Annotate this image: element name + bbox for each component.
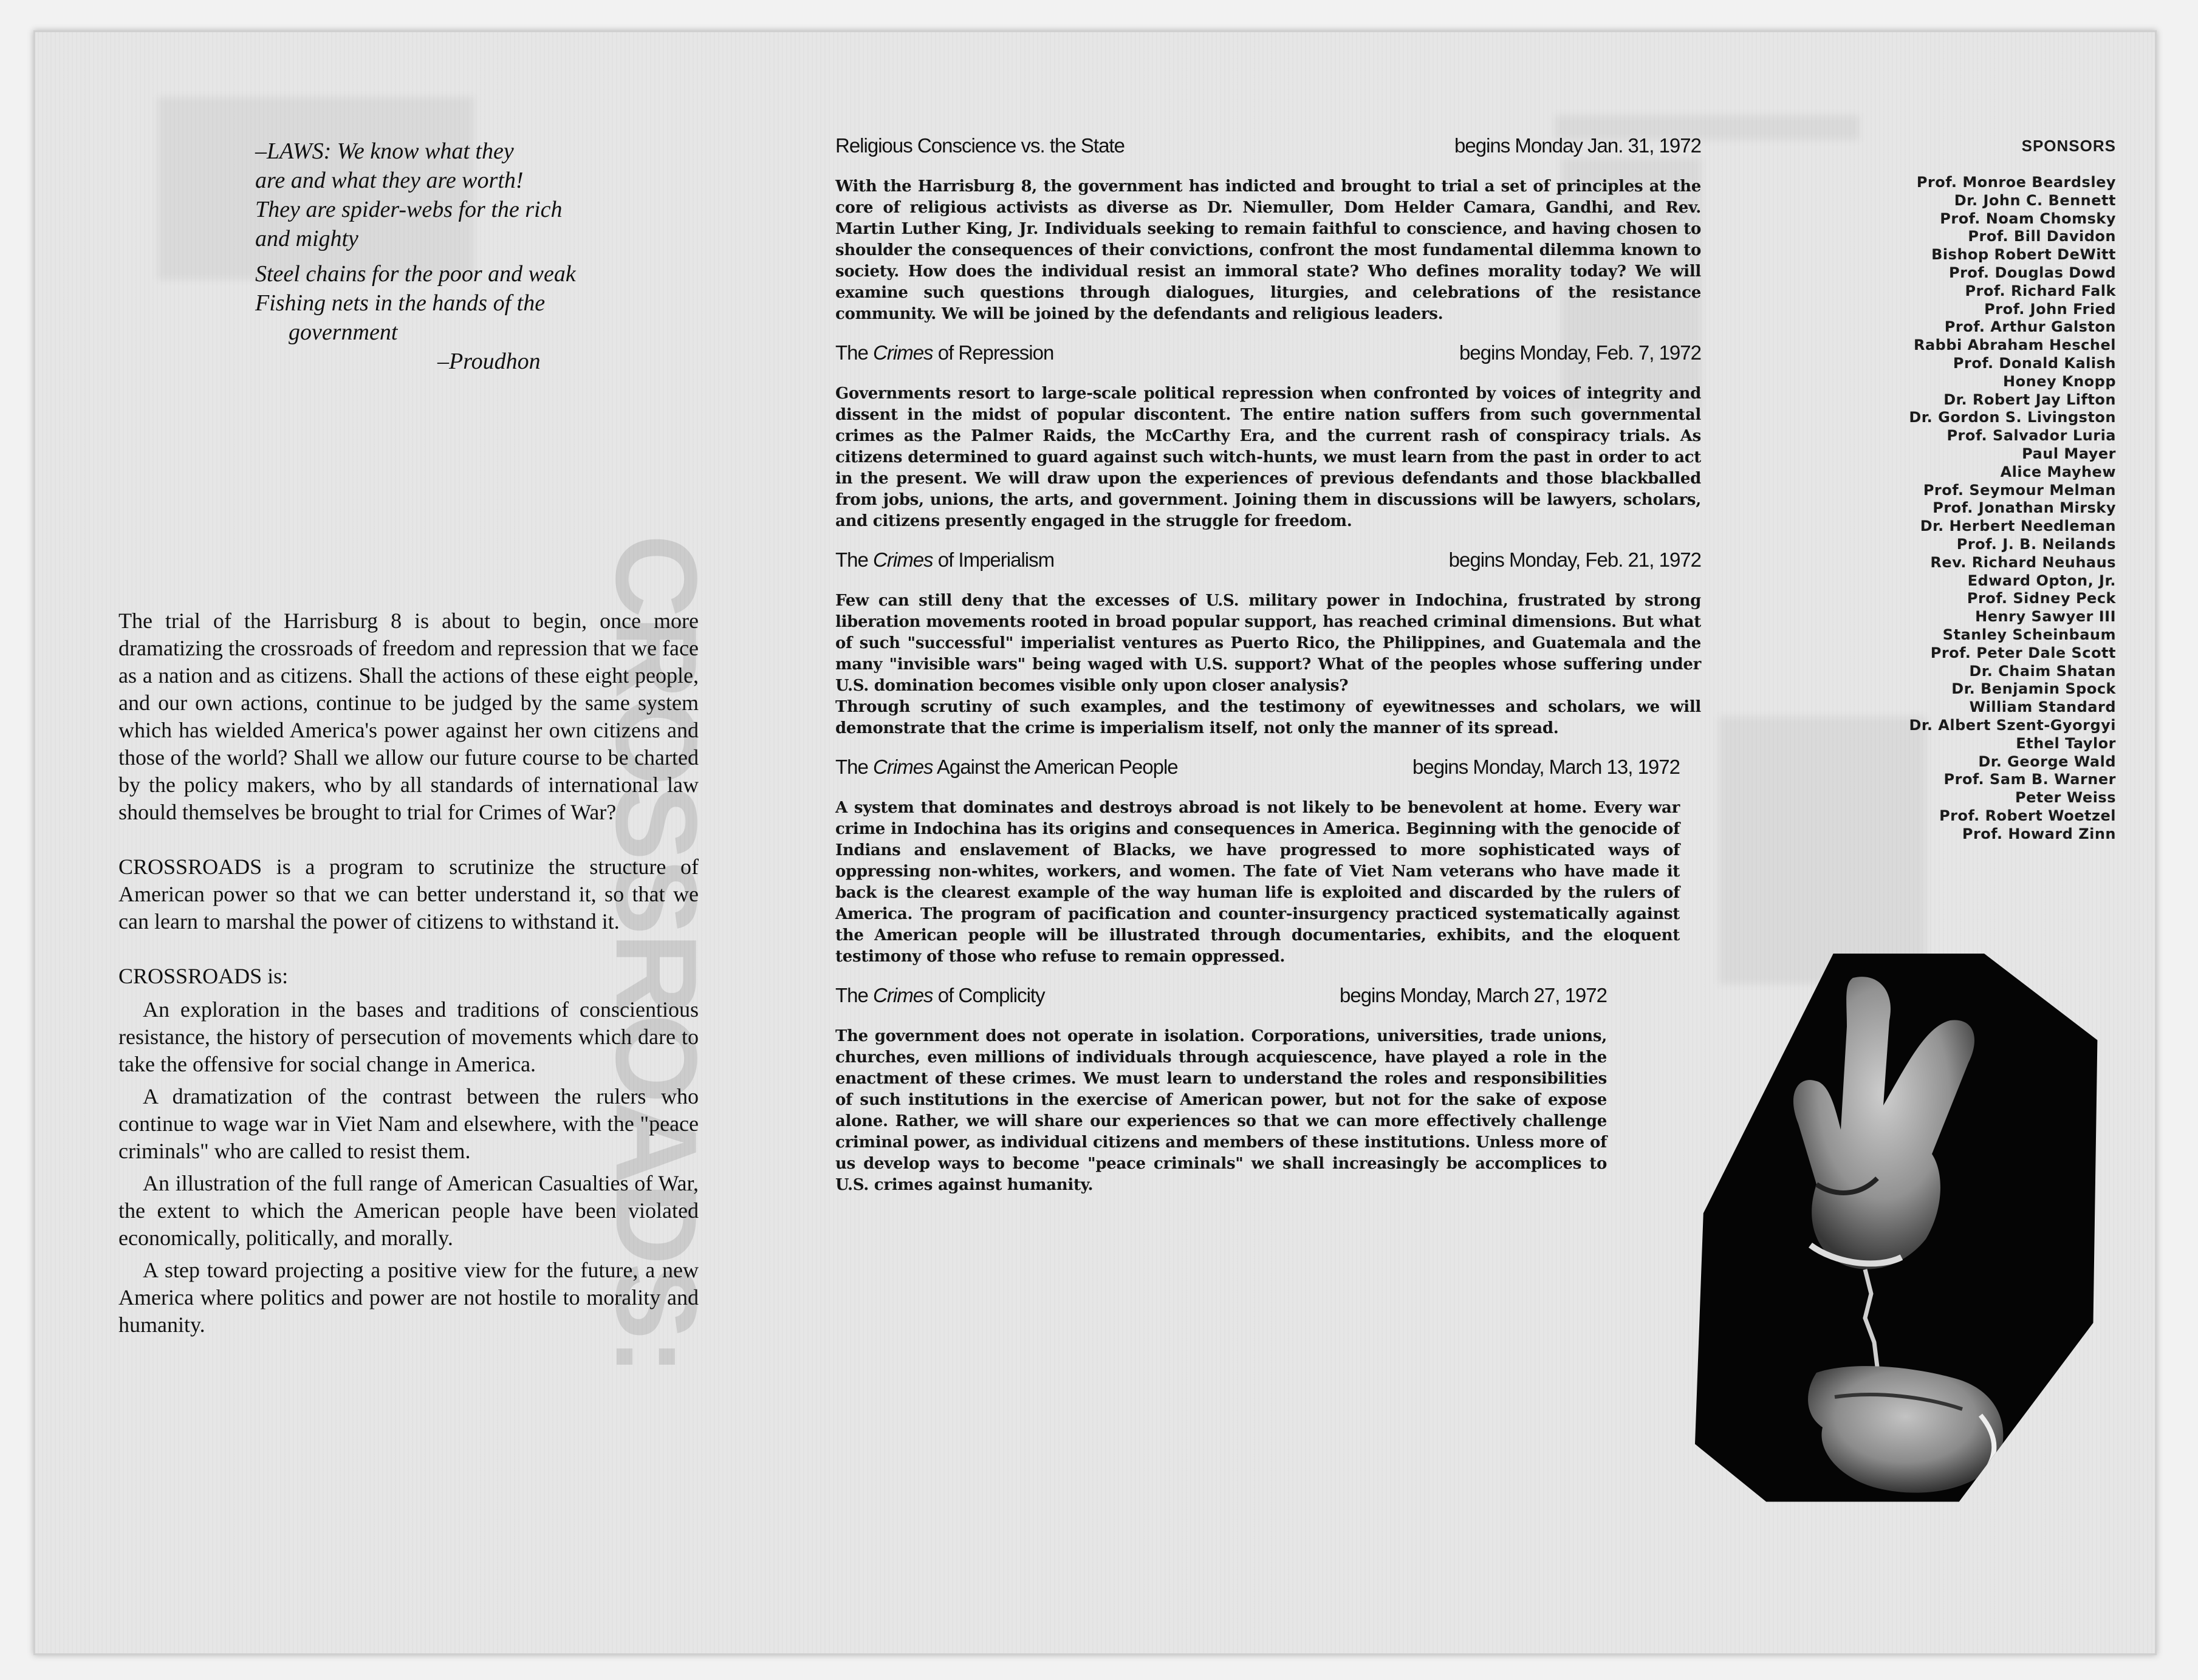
session-header [835,341,1701,365]
session-description: Few can still deny that the excesses of U.S. military power in Indochina, frustrated by strong liberation movements rooted in broad popular support, has reached criminal dimensions. But what of such "successful" imperialist ventures as Puerto Rico, the Philippines, and Guatemala and the many "invisible wars" being waged with U.S. support? What of the peoples whose suffering under U.S. domination becomes visible only upon closer analysis? Through scrutiny of such examples, and the testimony of eyewitnesses and scholars, we will demonstrate that the crime is imperialism itself, not only the manner of its spread. [835,592,1701,737]
sponsor-name: Prof. Jonathan Mirsky [1933,499,2116,517]
quote-line: government [289,319,398,345]
sponsor-name: Dr. Chaim Shatan [1969,662,2116,680]
session-description: With the Harrisburg 8, the government has indicted and brought to trial a set of principles at the core of religious activists as diverse as Dr. Niemuller, Dom Helder Camara, Gandhi, and Rev. Martin Luther King, Jr. Individuals seeking to remain faithful to conscience, and having chosen to shoulder the consequences of their convictions, confront the most fundamental dilemma known to society. How does the individual resist an immoral state? Who defines morality today? We will examine such questions through dialogues, liturgies, and celebrations of the resistance community. We will be joined by the defendants and religious leaders. [835,177,1701,323]
sponsor-name: Dr. George Wald [1978,753,2116,770]
sponsor-name: Prof. Robert Woetzel [1939,807,2116,824]
sponsor-names [1812,174,2116,843]
sponsors-list [1812,137,2116,843]
sponsor-name: Prof. Douglas Dowd [1948,264,2116,281]
session-date: begins Monday, Feb. 21, 1972 [1448,548,1701,571]
sponsor-name: Stanley Scheinbaum [1942,626,2116,643]
intro-paragraph: CROSSROADS is a program to scrutinize the structure of American power so that we can better understand it, so that we can learn to marshal the power of citizens to withstand it. [118,855,699,934]
sponsor-name: Rev. Richard Neuhaus [1930,553,2116,571]
sponsor-name: Henry Sawyer III [1975,608,2116,626]
session-date: begins Monday, Feb. 7, 1972 [1459,341,1701,364]
sponsor-name: Alice Mayhew [2000,463,2116,480]
quote-attribution: –Proudhon [437,349,541,374]
watermark-title: CROSSROADS: [592,534,721,1374]
session-header [835,755,1680,779]
session-title: The Crimes of Repression [835,341,1054,364]
session-religious-conscience [835,134,1701,325]
sponsor-name: Bishop Robert DeWitt [1931,246,2116,264]
quote-line: Steel chains for the poor and weak [255,261,576,287]
sponsor-name: Prof. Seymour Melman [1923,481,2116,499]
sponsor-name: Dr. Albert Szent-Gyorgyi [1909,716,2116,734]
session-header [835,134,1701,158]
quote-line: –LAWS: We know what they [255,138,514,164]
sponsor-name: Prof. Richard Falk [1965,282,2116,299]
sessions-column [835,134,1701,1212]
session-description: The government does not operate in isolation. Corporations, universities, trade unions, churches, even millions of individuals through acquiescence, have played a role in the enactment of these crimes. We must learn to understand the roles and responsibilities of such institutions in the exercise of American power, but not for the sake of expose alone. Rather, we will share our experiences so that we can more effectively challenge criminal power, as individual citizens and members of these institutions. Unless more of us develop ways to become "peace criminals" we shall increasingly be accomplices to U.S. crimes against humanity. [835,1027,1607,1194]
quote-line: Fishing nets in the hands of the [255,290,546,316]
sponsor-name: Ethel Taylor [2016,734,2116,752]
session-crimes-of-complicity [835,983,1607,1196]
sponsor-name: Prof. Salvador Luria [1946,427,2116,445]
sponsor-name: Dr. Herbert Needleman [1920,517,2116,535]
intro-paragraph: The trial of the Harrisburg 8 is about to begin, once more dramatizing the crossroads of freedom and repression that we face as a nation and as citizens. Shall the actions of these eight people, and our own actions, continue to be judged by the same system which has wielded America's power against her own citizens and those of the world? Shall we allow our future course to be charted by the policy makers, who by all standards of international law should themselves be brought to trial for Crimes of War? [118,609,699,824]
sponsor-name: Paul Mayer [2022,445,2116,462]
sponsor-name: Prof. Sidney Peck [1967,590,2116,607]
sponsor-name: Prof. Noam Chomsky [1940,210,2116,227]
session-title: The Crimes Against the American People [835,756,1178,778]
sponsor-name: Prof. Donald Kalish [1953,354,2116,372]
session-date: begins Monday Jan. 31, 1972 [1454,134,1701,157]
sponsor-name: Prof. Monroe Beardsley [1916,174,2116,191]
sponsor-name: Rabbi Abraham Heschel [1913,336,2116,354]
list-heading: CROSSROADS is: [118,964,289,988]
session-title: The Crimes of Imperialism [835,548,1055,571]
session-crimes-against-american-people [835,755,1680,968]
list-item: A dramatization of the contrast between the rulers who continue to wage war in Viet Nam and elsewhere, with the "peace criminals" who are called to resist them. [118,1084,699,1163]
session-description: Governments resort to large-scale political repression when confronted by voices of integrity and dissent in the midst of popular discontent. The entire nation suffers from such governmental crimes as the Palmer Raids, the McCarthy Era, and the current rash of conspiracy trials. As citizens determined to guard against such witch-hunts, we must learn from the past in order to act in the present. We will draw upon the experiences of previous defendants and those blackballed from jobs, unions, the arts, and government. Joining them in discussions will be lawyers, scholars, and citizens presently engaged in the struggle for freedom. [835,384,1701,530]
sponsors-heading: SPONSORS [2021,137,2116,155]
sponsor-name: Prof. J. B. Neilands [1956,535,2116,553]
session-header [835,983,1607,1008]
sponsor-name: Honey Knopp [2003,372,2116,390]
session-header [835,548,1701,572]
sponsor-name: Prof. Howard Zinn [1962,825,2116,842]
quote-line: They are spider-webs for the rich [255,197,563,222]
intro-column [118,607,699,1344]
sponsor-name: Peter Weiss [2015,789,2116,807]
session-crimes-of-repression [835,341,1701,532]
session-date: begins Monday, March 13, 1972 [1412,756,1680,778]
session-title: The Crimes of Complicity [835,984,1045,1006]
sponsor-name: Dr. John C. Bennett [1954,191,2116,209]
session-title: Religious Conscience vs. the State [835,134,1125,157]
session-crimes-of-imperialism [835,548,1701,739]
sponsor-name: Prof. Arthur Galston [1944,318,2116,336]
epigraph-quote [255,137,644,376]
sponsor-name: Prof. Peter Dale Scott [1930,644,2116,661]
session-description: A system that dominates and destroys abroad is not likely to be benevolent at home. Every war crime in Indochina has its origins and consequences in America. Beginning with the genocide of Indians and enslavement of Blacks, we have progressed to more sophisticated ways of oppressing non-whites, workers, and women. The fate of Viet Nam veterans who have made it back is the clearest example of the way human life is exploited and discarded by the rulers of America. The program of pacification and counter-insurgency practiced systematically against the American people will be illustrated through documentaries, exhibits, and the eloquent testimony of those who refuse to remain oppressed. [835,799,1680,966]
sponsor-name: Dr. Benjamin Spock [1951,680,2116,698]
list-item: A step toward projecting a positive view for the future, a new America where politics and power are not hostile to morality and humanity. [118,1258,699,1337]
sponsor-name: Prof. John Fried [1984,300,2116,318]
quote-line: are and what they are worth! [255,168,524,193]
sponsor-name: Prof. Bill Davidon [1968,228,2116,245]
sponsor-name: Prof. Sam B. Warner [1943,771,2116,788]
session-date: begins Monday, March 27, 1972 [1339,984,1607,1006]
sponsor-name: William Standard [1969,698,2116,716]
sponsor-name: Edward Opton, Jr. [1967,572,2116,589]
quote-line: and mighty [255,226,358,251]
sponsor-name: Dr. Robert Jay Lifton [1943,391,2116,408]
sponsor-name: Dr. Gordon S. Livingston [1909,409,2116,426]
list-item: An exploration in the bases and traditions of conscientious resistance, the history of persecution of movements which dare to take the offensive for social change in America. [118,997,699,1076]
list-item: An illustration of the full range of American Casualties of War, the extent to which the American people have been violated economically, politically, and morally. [118,1171,699,1250]
